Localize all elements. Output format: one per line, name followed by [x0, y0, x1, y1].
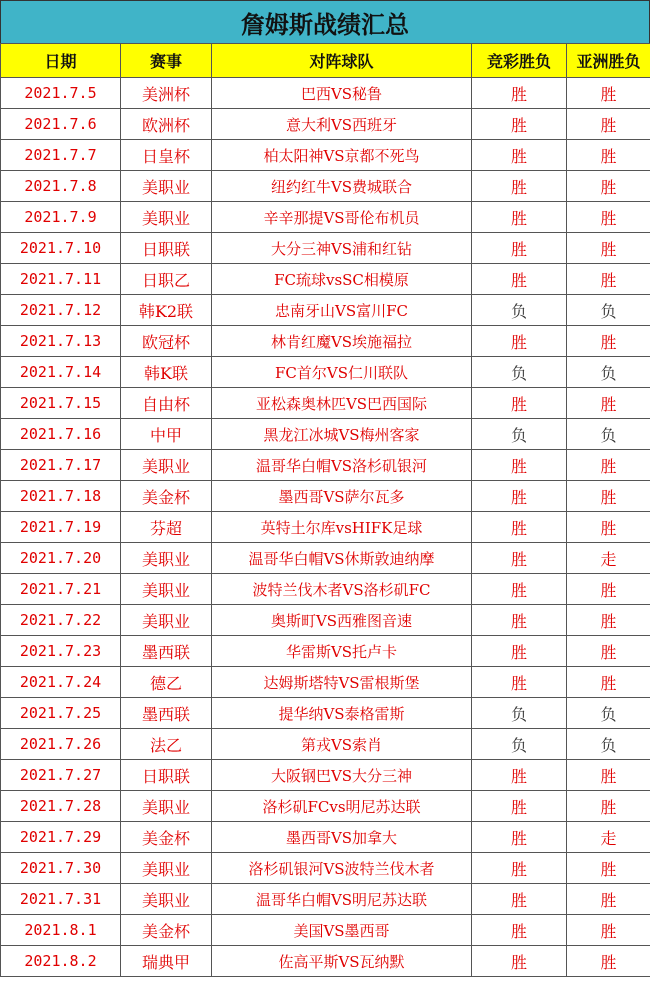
- asia-result-cell: 胜: [567, 853, 650, 884]
- asia-result-cell: 负: [567, 357, 650, 388]
- asia-result-cell: 走: [567, 822, 650, 853]
- asia-result-cell: 胜: [567, 326, 650, 357]
- event-cell: 美职业: [121, 543, 212, 574]
- event-cell: 美职业: [121, 574, 212, 605]
- jc-result-cell: 胜: [472, 853, 567, 884]
- jc-result-cell: 胜: [472, 915, 567, 946]
- event-cell: 美职业: [121, 171, 212, 202]
- table-row: [1, 419, 650, 450]
- table-row: [1, 667, 650, 698]
- table-row: [1, 822, 650, 853]
- asia-result-cell: 胜: [567, 233, 650, 264]
- event-cell: 芬超: [121, 512, 212, 543]
- table-row: [1, 326, 650, 357]
- asia-result-cell: 胜: [567, 264, 650, 295]
- event-cell: 欧洲杯: [121, 109, 212, 140]
- event-cell: 美金杯: [121, 915, 212, 946]
- jc-result-cell: 胜: [472, 946, 567, 977]
- asia-result-cell: 胜: [567, 202, 650, 233]
- asia-result-cell: 负: [567, 295, 650, 326]
- asia-result-cell: 胜: [567, 140, 650, 171]
- event-cell: 德乙: [121, 667, 212, 698]
- table-row: [1, 605, 650, 636]
- event-cell: 韩K2联: [121, 295, 212, 326]
- match-cell: 墨西哥VS萨尔瓦多: [212, 481, 472, 512]
- event-cell: 中甲: [121, 419, 212, 450]
- event-cell: 瑞典甲: [121, 946, 212, 977]
- jc-result-cell: 胜: [472, 605, 567, 636]
- date-cell: 2021.7.10: [1, 233, 121, 264]
- event-cell: 美金杯: [121, 822, 212, 853]
- event-cell: 日职联: [121, 233, 212, 264]
- match-cell: 大分三神VS浦和红钻: [212, 233, 472, 264]
- match-cell: 奥斯町VS西雅图音速: [212, 605, 472, 636]
- date-cell: 2021.7.8: [1, 171, 121, 202]
- date-cell: 2021.7.31: [1, 884, 121, 915]
- jc-result-cell: 胜: [472, 667, 567, 698]
- date-cell: 2021.7.18: [1, 481, 121, 512]
- jc-result-cell: 胜: [472, 78, 567, 109]
- table-row: [1, 543, 650, 574]
- match-cell: 墨西哥VS加拿大: [212, 822, 472, 853]
- date-cell: 2021.7.5: [1, 78, 121, 109]
- table-row: [1, 109, 650, 140]
- event-cell: 日职联: [121, 760, 212, 791]
- event-cell: 美洲杯: [121, 78, 212, 109]
- header-row: [1, 44, 650, 78]
- event-cell: 法乙: [121, 729, 212, 760]
- match-cell: 英特土尔库vsHIFK足球: [212, 512, 472, 543]
- date-cell: 2021.7.9: [1, 202, 121, 233]
- match-cell: 大阪钢巴VS大分三神: [212, 760, 472, 791]
- table-row: [1, 357, 650, 388]
- table-row: [1, 760, 650, 791]
- table-row: [1, 140, 650, 171]
- asia-result-cell: 胜: [567, 915, 650, 946]
- match-cell: 纽约红牛VS费城联合: [212, 171, 472, 202]
- table-row: [1, 915, 650, 946]
- match-cell: 辛辛那提VS哥伦布机员: [212, 202, 472, 233]
- jc-result-cell: 胜: [472, 543, 567, 574]
- table-row: [1, 791, 650, 822]
- asia-result-cell: 胜: [567, 388, 650, 419]
- date-cell: 2021.7.11: [1, 264, 121, 295]
- asia-result-cell: 胜: [567, 109, 650, 140]
- table-row: [1, 78, 650, 109]
- jc-result-cell: 胜: [472, 574, 567, 605]
- table-row: [1, 636, 650, 667]
- jc-result-cell: 胜: [472, 822, 567, 853]
- date-cell: 2021.7.29: [1, 822, 121, 853]
- asia-result-cell: 胜: [567, 512, 650, 543]
- asia-result-cell: 走: [567, 543, 650, 574]
- date-cell: 2021.7.16: [1, 419, 121, 450]
- event-cell: 墨西联: [121, 636, 212, 667]
- asia-result-cell: 胜: [567, 667, 650, 698]
- event-cell: 墨西联: [121, 698, 212, 729]
- jc-result-cell: 胜: [472, 760, 567, 791]
- header-date: 日期: [1, 44, 121, 78]
- date-cell: 2021.7.14: [1, 357, 121, 388]
- header-jc-result: 竞彩胜负: [472, 44, 567, 78]
- table-row: [1, 295, 650, 326]
- match-cell: 第戎VS索肖: [212, 729, 472, 760]
- event-cell: 美金杯: [121, 481, 212, 512]
- table-row: [1, 264, 650, 295]
- date-cell: 2021.7.26: [1, 729, 121, 760]
- date-cell: 2021.8.2: [1, 946, 121, 977]
- jc-result-cell: 负: [472, 729, 567, 760]
- match-cell: 柏太阳神VS京都不死鸟: [212, 140, 472, 171]
- header-match: 对阵球队: [212, 44, 472, 78]
- jc-result-cell: 胜: [472, 140, 567, 171]
- jc-result-cell: 胜: [472, 326, 567, 357]
- match-cell: 佐高平斯VS瓦纳默: [212, 946, 472, 977]
- jc-result-cell: 胜: [472, 512, 567, 543]
- event-cell: 日职乙: [121, 264, 212, 295]
- asia-result-cell: 胜: [567, 605, 650, 636]
- jc-result-cell: 负: [472, 295, 567, 326]
- header-asia-result: 亚洲胜负: [567, 44, 650, 78]
- date-cell: 2021.7.7: [1, 140, 121, 171]
- jc-result-cell: 胜: [472, 791, 567, 822]
- asia-result-cell: 胜: [567, 450, 650, 481]
- date-cell: 2021.8.1: [1, 915, 121, 946]
- date-cell: 2021.7.24: [1, 667, 121, 698]
- date-cell: 2021.7.19: [1, 512, 121, 543]
- event-cell: 美职业: [121, 853, 212, 884]
- event-cell: 欧冠杯: [121, 326, 212, 357]
- table-row: [1, 946, 650, 977]
- table-row: [1, 698, 650, 729]
- asia-result-cell: 胜: [567, 481, 650, 512]
- date-cell: 2021.7.22: [1, 605, 121, 636]
- table-row: [1, 512, 650, 543]
- date-cell: 2021.7.13: [1, 326, 121, 357]
- table-row: [1, 574, 650, 605]
- match-cell: 华雷斯VS托卢卡: [212, 636, 472, 667]
- match-cell: 洛杉矶FCvs明尼苏达联: [212, 791, 472, 822]
- asia-result-cell: 负: [567, 698, 650, 729]
- jc-result-cell: 负: [472, 698, 567, 729]
- jc-result-cell: 胜: [472, 481, 567, 512]
- asia-result-cell: 胜: [567, 884, 650, 915]
- record-table: [0, 43, 650, 977]
- event-cell: 美职业: [121, 202, 212, 233]
- event-cell: 日皇杯: [121, 140, 212, 171]
- jc-result-cell: 胜: [472, 171, 567, 202]
- match-cell: 提华纳VS泰格雷斯: [212, 698, 472, 729]
- match-cell: 温哥华白帽VS休斯敦迪纳摩: [212, 543, 472, 574]
- table-row: [1, 171, 650, 202]
- jc-result-cell: 胜: [472, 884, 567, 915]
- table-row: [1, 388, 650, 419]
- date-cell: 2021.7.25: [1, 698, 121, 729]
- jc-result-cell: 负: [472, 419, 567, 450]
- event-cell: 自由杯: [121, 388, 212, 419]
- jc-result-cell: 胜: [472, 388, 567, 419]
- match-cell: 林肯红魔VS埃施福拉: [212, 326, 472, 357]
- jc-result-cell: 胜: [472, 109, 567, 140]
- match-cell: 温哥华白帽VS洛杉矶银河: [212, 450, 472, 481]
- date-cell: 2021.7.15: [1, 388, 121, 419]
- jc-result-cell: 胜: [472, 202, 567, 233]
- asia-result-cell: 胜: [567, 791, 650, 822]
- match-cell: FC首尔VS仁川联队: [212, 357, 472, 388]
- date-cell: 2021.7.27: [1, 760, 121, 791]
- table-row: [1, 450, 650, 481]
- asia-result-cell: 胜: [567, 946, 650, 977]
- table-row: [1, 884, 650, 915]
- table-row: [1, 729, 650, 760]
- match-cell: 意大利VS西班牙: [212, 109, 472, 140]
- event-cell: 韩K联: [121, 357, 212, 388]
- table-body: [1, 78, 650, 977]
- asia-result-cell: 胜: [567, 171, 650, 202]
- asia-result-cell: 胜: [567, 78, 650, 109]
- asia-result-cell: 负: [567, 729, 650, 760]
- match-cell: 洛杉矶银河VS波特兰伐木者: [212, 853, 472, 884]
- sheet-title: 詹姆斯战绩汇总: [0, 0, 650, 44]
- date-cell: 2021.7.30: [1, 853, 121, 884]
- match-cell: 忠南牙山VS富川FC: [212, 295, 472, 326]
- jc-result-cell: 胜: [472, 233, 567, 264]
- match-cell: 波特兰伐木者VS洛杉矶FC: [212, 574, 472, 605]
- date-cell: 2021.7.28: [1, 791, 121, 822]
- jc-result-cell: 胜: [472, 264, 567, 295]
- match-cell: 温哥华白帽VS明尼苏达联: [212, 884, 472, 915]
- match-cell: 黑龙江冰城VS梅州客家: [212, 419, 472, 450]
- table-row: [1, 233, 650, 264]
- match-cell: 达姆斯塔特VS雷根斯堡: [212, 667, 472, 698]
- event-cell: 美职业: [121, 791, 212, 822]
- match-cell: 亚松森奥林匹VS巴西国际: [212, 388, 472, 419]
- event-cell: 美职业: [121, 605, 212, 636]
- jc-result-cell: 胜: [472, 450, 567, 481]
- date-cell: 2021.7.23: [1, 636, 121, 667]
- date-cell: 2021.7.17: [1, 450, 121, 481]
- event-cell: 美职业: [121, 884, 212, 915]
- jc-result-cell: 负: [472, 357, 567, 388]
- asia-result-cell: 负: [567, 419, 650, 450]
- event-cell: 美职业: [121, 450, 212, 481]
- asia-result-cell: 胜: [567, 760, 650, 791]
- asia-result-cell: 胜: [567, 574, 650, 605]
- date-cell: 2021.7.20: [1, 543, 121, 574]
- table-row: [1, 202, 650, 233]
- jc-result-cell: 胜: [472, 636, 567, 667]
- date-cell: 2021.7.21: [1, 574, 121, 605]
- date-cell: 2021.7.6: [1, 109, 121, 140]
- table-row: [1, 481, 650, 512]
- match-cell: FC琉球vsSC相模原: [212, 264, 472, 295]
- match-cell: 美国VS墨西哥: [212, 915, 472, 946]
- date-cell: 2021.7.12: [1, 295, 121, 326]
- header-event: 赛事: [121, 44, 212, 78]
- asia-result-cell: 胜: [567, 636, 650, 667]
- match-cell: 巴西VS秘鲁: [212, 78, 472, 109]
- table-row: [1, 853, 650, 884]
